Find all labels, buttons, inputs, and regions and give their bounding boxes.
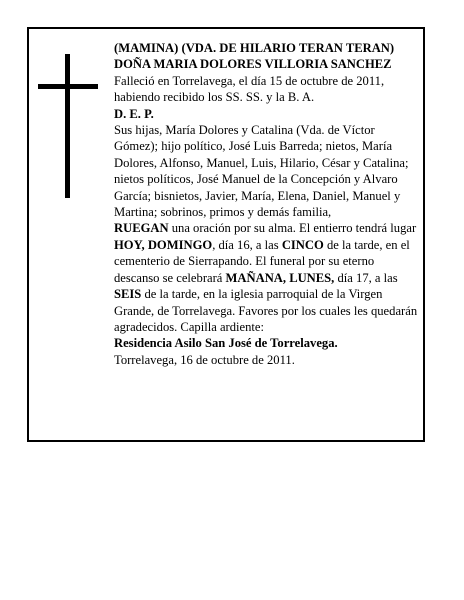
seis-text: SEIS [114,287,142,302]
request-text-4: día 17, a las [334,270,398,285]
request-text-2: , día 16, a las [212,237,282,252]
request-text-5: de la tarde, en la iglesia parroquial de la Virgen Grande, de Torrelavega. Favores por los cuales les quedarán agradecidos. Capilla ardiente: [114,287,418,334]
place-date-line: Torrelavega, 16 de octubre de 2011. [114,352,295,367]
request-text-3: de la tarde, en el cementerio de Sierrapando. El funeral por su eterno descanso se celebrará [114,237,410,285]
funeral-request [114,220,419,335]
cross-icon [38,54,98,198]
hoy-domingo-text: HOY, DOMINGO [114,237,213,252]
cinco-text: CINCO [281,237,324,252]
ruegan-text: RUEGAN [114,221,169,236]
heading-name: DOÑA MARIA DOLORES VILLORIA SANCHEZ [114,57,392,72]
death-line: Falleció en Torrelavega, el día 15 de octubre de 2011, habiendo recibido los SS. SS. y la B. A. [114,73,385,105]
obituary-text [114,40,419,368]
manana-lunes-text: MAÑANA, LUNES, [225,270,335,285]
family-list: Sus hijas, María Dolores y Catalina (Vda. de Víctor Gómez); hijo político, José Luis Barreda; nietos, María Dolores, Alfonso, Manuel, Luis, Hilario, César y Catalina; nietos políticos, José Manuel de la Concepción y Alvaro García; bisnietos, Javier, María, Elena, Daniel, Manuel y Martina; sobrinos, primos y demás familia, [114,123,409,220]
heading-nickname: (MAMINA) (VDA. DE HILARIO TERAN TERAN) [114,41,395,55]
request-text-1: una oración por su alma. El entierro tendrá lugar [168,221,417,236]
dep-line: D. E. P. [114,106,154,121]
residence-line: Residencia Asilo San José de Torrelavega. [114,336,338,351]
